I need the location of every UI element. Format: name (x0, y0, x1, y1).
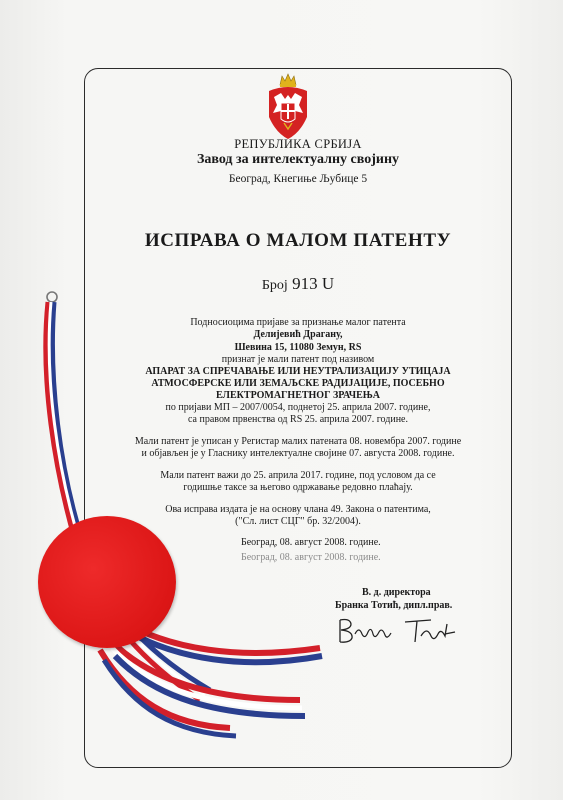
application-line: са правом првенства од RS 25. априла 2007. године. (188, 414, 408, 425)
legal-basis-line: ("Сл. лист СЦГ" бр. 32/2004). (235, 516, 361, 527)
patent-number (84, 274, 512, 294)
granted-text: признат је мали патент под називом (221, 354, 375, 365)
invention-title-line: АПАРАТ ЗА СПРЕЧАВАЊЕ ИЛИ НЕУТРАЛИЗАЦИЈУ УТИЦАЈА (145, 366, 451, 377)
applicant-address: Шевина 15, 11080 Земун, RS (234, 342, 362, 353)
director-name: Бранка Тотић, дипл.прав. (335, 600, 453, 611)
validity-line: годишње таксе за његово одржавање редовно плаћају. (183, 482, 413, 493)
invention-title-line: ЕЛЕКТРОМАГНЕТНОГ ЗРАЧЕЊА (215, 390, 381, 401)
document-title: ИСПРАВА О МАЛОМ ПАТЕНТУ (144, 230, 452, 251)
registry-line: и објављен је у Гласнику интелектуалне својине 07. августа 2008. године. (141, 448, 455, 459)
patent-number-label: Број (261, 278, 288, 293)
legal-basis-line: Ова исправа издата је на основу члана 49. Закона о патентима, (165, 504, 431, 515)
place-date: Београд, 08. август 2008. године. (241, 537, 381, 548)
application-line: по пријави МП – 2007/0054, поднетој 25. априла 2007. године, (165, 402, 431, 413)
red-wax-seal (38, 516, 176, 648)
registry-line: Мали патент је уписан у Регистар малих патената 08. новембра 2007. године (134, 436, 462, 447)
serbian-coat-of-arms-icon (265, 73, 311, 143)
patent-number-value: 913 U (292, 274, 335, 293)
invention-title-line: АТМОСФЕРСКЕ ИЛИ ЗЕМАЉСКЕ РАДИЈАЦИЈЕ, ПОСЕБНО (151, 378, 445, 389)
director-signature (335, 612, 465, 648)
director-title: В. д. директора (362, 587, 431, 598)
institute-name: Завод за интелектуалну својину (196, 152, 400, 167)
validity-line: Мали патент важи до 25. априла 2017. године, под условом да се (160, 470, 436, 481)
institute-address: Београд, Кнегиње Љубице 5 (228, 173, 368, 185)
applicant-intro: Подносиоцима пријаве за признање малог патента (190, 317, 406, 328)
place-date-show-through: Београд, 08. август 2008. године. (241, 552, 381, 563)
applicant-name: Делијевић Драгану, (253, 329, 343, 340)
republic-name: РЕПУБЛИКА СРБИЈА (234, 137, 362, 151)
